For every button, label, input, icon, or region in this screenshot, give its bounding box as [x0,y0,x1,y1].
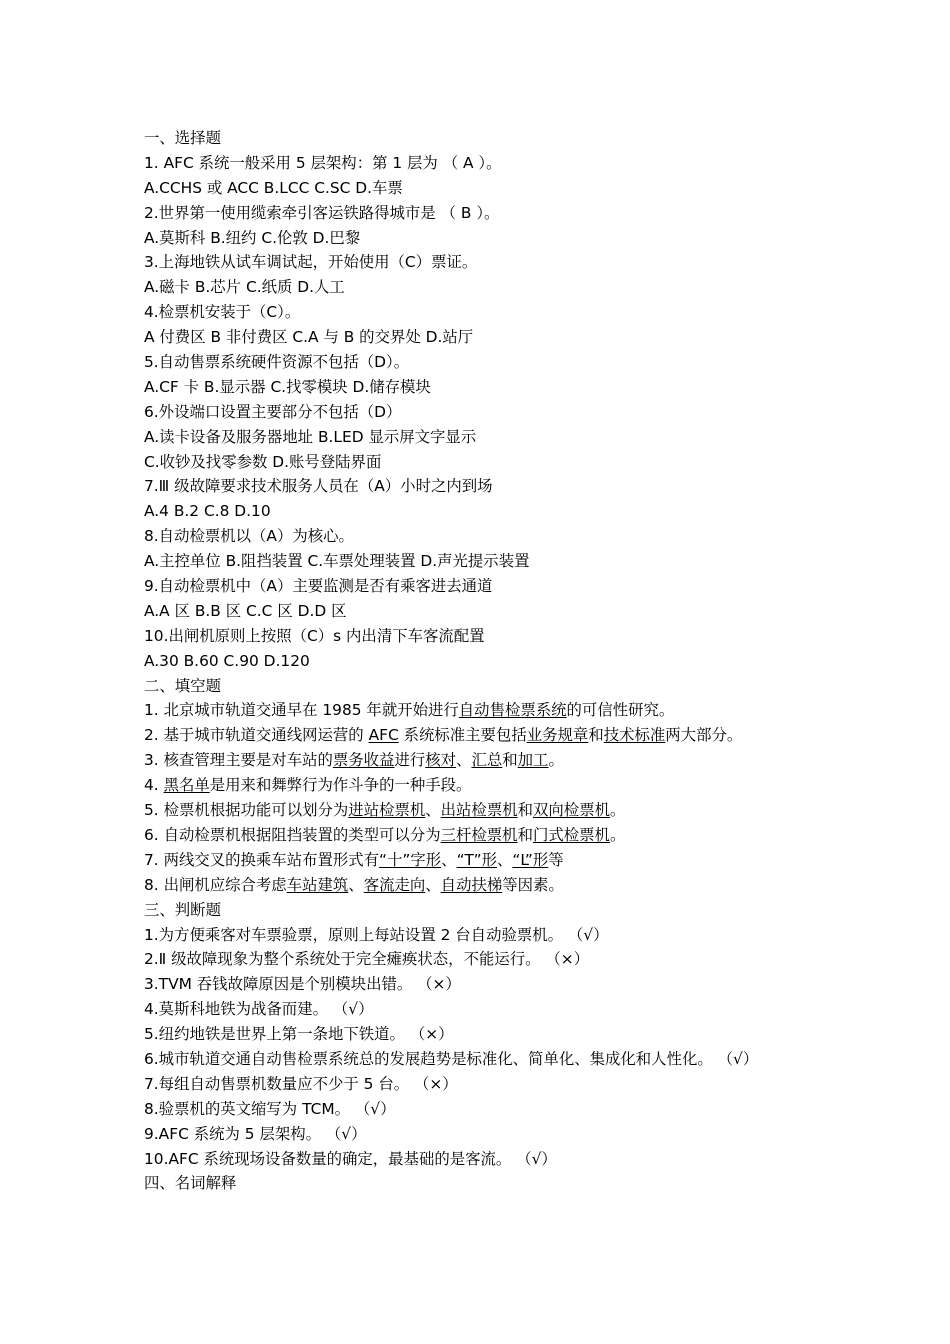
judge-item-1: 1.为方便乘客对车票验票，原则上每站设置 2 台自动验票机。 （√） [144,925,609,944]
question-10: 10.出闸机原则上按照（C）s 内出清下车客流配置 [144,626,485,645]
question-5: 5.自动售票系统硬件资源不包括（D）。 [144,353,410,372]
fill-item-4 [144,773,844,798]
fill-answer: “L”形 [512,850,549,869]
question-9: 9.自动检票机中（A）主要监测是否有乘客进去通道 [144,577,493,596]
fill-answer: “十”字形 [379,850,442,869]
fill-text: 、 [441,850,457,869]
fill-item-3 [144,748,844,773]
question-3-options: A.磁卡 B.芯片 C.纸质 D.人工 [144,278,345,297]
fill-answer: 技术标准 [603,726,666,745]
fill-item-8 [144,873,844,898]
fill-text: 和 [517,825,533,844]
fill-text: 、 [348,875,364,894]
fill-text: 、 [456,751,472,770]
section-heading-judge: 三、判断题 [144,900,221,919]
judge-item-4: 4.莫斯科地铁为战备而建。 （√） [144,1000,374,1019]
fill-answer: 业务规章 [526,726,589,745]
fill-text: 系统标准主要包括 [398,726,527,745]
fill-text: 7. 两线交叉的换乘车站布置形式有 [144,850,380,869]
question-6-options-1: A.读卡设备及服务器地址 B.LED 显示屏文字显示 [144,427,477,446]
fill-text: 1. 北京城市轨道交通早在 1985 年就开始进行 [144,701,459,720]
judge-item-5: 5.纽约地铁是世界上第一条地下铁道。 （×） [144,1025,454,1044]
fill-answer: 车站建筑 [286,875,349,894]
question-2-options: A.莫斯科 B.纽约 C.伦敦 D.巴黎 [144,228,361,247]
question-1: 1. AFC 系统一般采用 5 层架构：第 1 层为 （ A ）。 [144,153,502,172]
fill-item-1 [144,698,844,723]
question-3: 3.上海地铁从试车调试起，开始使用（C）票证。 [144,253,478,272]
fill-answer: 核对 [425,751,457,770]
question-9-options: A.A 区 B.B 区 C.C 区 D.D 区 [144,601,347,620]
fill-text: 进行 [394,751,426,770]
judge-item-2: 2.Ⅱ 级故障现象为整个系统处于完全瘫痪状态，不能运行。 （×） [144,950,590,969]
fill-answer: 三杆检票机 [440,825,518,844]
judge-item-7: 7.每组自动售票机数量应不少于 5 台。 （×） [144,1074,458,1093]
fill-text: 8. 出闸机应综合考虑 [144,875,287,894]
fill-text: 5. 检票机根据功能可以划分为 [144,801,349,820]
fill-answer: 票务收益 [332,751,395,770]
fill-answer: 门式检票机 [532,825,610,844]
document-page [144,126,844,1196]
section-heading-choice: 一、选择题 [144,129,221,147]
fill-answer: AFC [368,726,399,745]
fill-answer: 进站检票机 [348,801,426,820]
fill-item-5 [144,798,844,823]
fill-answer: 客流走向 [363,875,426,894]
judge-item-9: 9.AFC 系统为 5 层架构。 （√） [144,1124,367,1143]
fill-answer: 黑名单 [163,776,210,795]
question-8-options: A.主控单位 B.阻挡装置 C.车票处理装置 D.声光提示装置 [144,552,530,571]
fill-text: 等因素。 [502,875,564,894]
fill-answer: 自动扶梯 [440,875,503,894]
fill-text: 和 [588,726,604,745]
section-heading-terms: 四、名词解释 [144,1174,237,1193]
fill-text: 。 [609,825,626,844]
question-10-options: A.30 B.60 C.90 D.120 [144,651,310,670]
fill-text: 。 [609,801,626,820]
fill-text: 3. 核查管理主要是对车站的 [144,751,333,770]
fill-answer: 汇总 [471,751,503,770]
fill-text: 2. 基于城市轨道交通线网运营的 [144,726,369,745]
judge-item-6: 6.城市轨道交通自动售检票系统总的发展趋势是标准化、简单化、集成化和人性化。 （√） [144,1049,759,1068]
question-6-options-2: C.收钞及找零参数 D.账号登陆界面 [144,452,382,471]
fill-text: 、 [425,875,441,894]
fill-item-2 [144,723,844,748]
fill-item-7 [144,848,844,873]
fill-text: 和 [502,751,518,770]
fill-item-6 [144,823,844,848]
question-7: 7.Ⅲ 级故障要求技术服务人员在（A）小时之内到场 [144,477,493,496]
fill-text: 两大部分。 [665,726,743,745]
judge-item-3: 3.TVM 吞钱故障原因是个别模块出错。 （×） [144,975,461,994]
question-2: 2.世界第一使用缆索牵引客运铁路得城市是 （ B ）。 [144,203,500,222]
fill-text: 的可信性研究。 [566,701,675,720]
fill-answer: 双向检票机 [533,801,610,820]
fill-text: 、 [425,801,441,820]
fill-text: 等 [548,850,564,869]
judge-item-10: 10.AFC 系统现场设备数量的确定，最基础的是客流。 （√） [144,1149,557,1168]
question-8: 8.自动检票机以（A）为核心。 [144,527,354,546]
question-4: 4.检票机安装于（C）。 [144,303,301,322]
fill-answer: “T”形 [456,850,497,869]
fill-answer: 出站检票机 [440,801,518,820]
fill-text: 。 [548,751,564,770]
question-1-options: A.CCHS 或 ACC B.LCC C.SC D.车票 [144,178,403,197]
question-4-options: A 付费区 B 非付费区 C.A 与 B 的交界处 D.站厅 [144,328,474,347]
question-6: 6.外设端口设置主要部分不包括（D） [144,402,402,421]
question-7-options: A.4 B.2 C.8 D.10 [144,502,271,521]
fill-text: 是用来和舞弊行为作斗争的一种手段。 [209,776,472,795]
fill-text: 4. [144,776,164,795]
fill-text: 和 [517,801,534,820]
fill-answer: 加工 [517,751,549,770]
fill-answer: 自动售检票系统 [458,701,567,720]
fill-text: 、 [496,850,513,869]
section-heading-fill: 二、填空题 [144,676,221,695]
question-5-options: A.CF 卡 B.显示器 C.找零模块 D.储存模块 [144,377,431,396]
judge-item-8: 8.验票机的英文缩写为 TCM。 （√） [144,1099,396,1118]
fill-text: 6. 自动检票机根据阻挡装置的类型可以分为 [144,825,441,844]
